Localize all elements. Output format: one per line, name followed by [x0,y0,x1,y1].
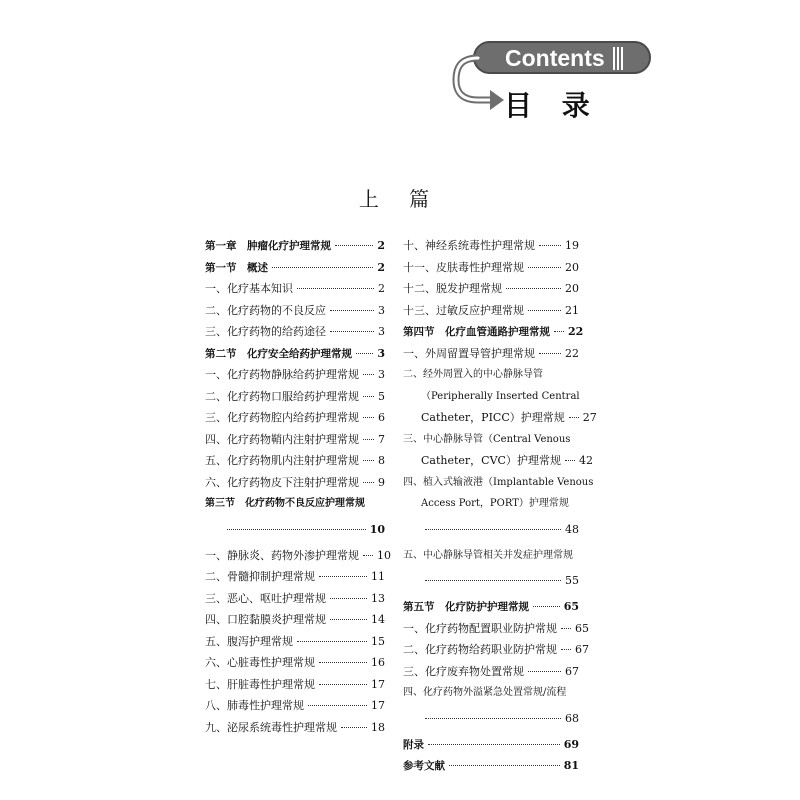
toc-leader-dots [425,529,561,530]
toc-entry-title: 七、肝脏毒性护理常规 [205,677,315,691]
toc-entry[interactable] [403,257,579,279]
toc-entry-title: 第二节 化疗安全给药护理常规 [205,347,352,360]
toc-entry[interactable] [403,429,579,451]
toc-leader-dots [356,353,373,354]
page-title: 目 录 [504,89,600,122]
toc-page-number: 10 [369,522,385,536]
toc-leader-dots [539,353,561,354]
toc-page-number: 65 [575,621,589,635]
toc-entry-title: 第一节 概述 [205,261,268,274]
toc-page-number: 7 [378,432,385,446]
toc-entry-title: 六、化疗药物皮下注射护理常规 [205,475,359,489]
toc-entry[interactable] [403,618,589,640]
toc-entry[interactable] [403,386,579,408]
part-title: 上 篇 [358,187,442,211]
toc-leader-dots [428,744,560,745]
toc-entry-title: 三、化疗废弃物处置常规 [403,664,524,678]
toc-entry[interactable] [403,493,579,515]
toc-entry-title: 三、恶心、呕吐护理常规 [205,591,326,605]
toc-entry-title: 一、静脉炎、药物外渗护理常规 [205,548,359,562]
toc-page-number: 48 [565,522,579,536]
toc-entry[interactable] [205,695,385,717]
toc-leader-dots [330,331,374,332]
toc-entry[interactable] [403,639,589,661]
toc-entry[interactable] [403,682,579,704]
toc-page-number: 15 [371,634,385,648]
toc-entry-title: Catheter，PICC）护理常规 [421,411,565,424]
toc-entry[interactable] [205,609,385,631]
toc-entry-title: 四、化疗药物鞘内注射护理常规 [205,432,359,446]
toc-entry[interactable] [205,300,385,322]
toc-entry-title: 十二、脱发护理常规 [403,282,502,295]
toc-leader-dots [539,245,561,246]
toc-entry[interactable] [403,364,579,386]
toc-page-number: 55 [565,574,579,587]
toc-leader-dots [330,619,367,620]
toc-entry-title: 四、植入式输液港（Implantable Venous [403,476,594,488]
toc-entry[interactable] [205,450,385,472]
toc-leader-dots [297,288,374,289]
toc-entry-title: 四、口腔黏膜炎护理常规 [205,613,326,626]
toc-leader-dots [554,331,564,332]
toc-entry-title: 三、中心静脉导管（Central Venous [403,433,571,445]
toc-leader-dots [363,396,374,397]
toc-page-number: 6 [378,411,385,424]
toc-page-number: 19 [565,239,579,252]
toc-page-number: 67 [565,664,579,678]
toc-page-number: 2 [377,260,385,274]
toc-leader-dots [319,684,367,685]
toc-right-column [403,235,597,777]
toc-entry[interactable] [205,566,385,588]
toc-entry-title: 三、化疗药物的给药途径 [205,325,326,338]
toc-leader-dots [425,718,561,719]
toc-entry[interactable] [205,386,385,408]
toc-left-column [205,235,391,738]
toc-leader-dots [272,267,373,268]
toc-leader-dots [569,417,579,418]
toc-entry[interactable] [205,472,385,494]
toc-leader-dots [363,374,374,375]
toc-entry-title: 五、中心静脉导管相关并发症护理常规 [403,549,573,561]
toc-leader-dots [561,649,571,650]
toc-page-number: 9 [378,475,385,489]
toc-entry-title: 九、泌尿系统毒性护理常规 [205,720,337,734]
toc-entry[interactable] [403,566,579,596]
toc-entry-title: （Peripherally Inserted Central [421,390,580,402]
toc-page-number: 3 [378,303,385,317]
toc-entry[interactable] [205,631,385,653]
toc-leader-dots [330,310,374,311]
toc-page-number: 3 [378,325,385,338]
toc-leader-dots [528,267,561,268]
toc-page-number: 11 [371,570,385,583]
toc-entry[interactable] [205,407,385,429]
toc-entry-title: 二、化疗药物的不良反应 [205,303,326,317]
toc-entry[interactable] [205,588,385,610]
toc-entry[interactable] [205,364,385,386]
toc-entry[interactable] [205,515,385,545]
toc-page-number: 27 [582,411,597,424]
contents-label: Contents [505,45,605,71]
toc-leader-dots [506,288,561,289]
toc-leader-dots [363,460,374,461]
toc-entry[interactable] [205,278,385,300]
toc-entry[interactable] [205,493,385,515]
toc-page-number: 3 [377,346,385,360]
toc-leader-dots [565,460,575,461]
toc-entry-title: 第四节 化疗血管通路护理常规 [403,326,550,338]
toc-page-number: 8 [378,454,385,467]
toc-entry[interactable] [403,704,579,734]
toc-entry[interactable] [205,545,391,567]
toc-entry[interactable] [205,257,385,279]
toc-page-number: 13 [371,591,385,605]
toc-entry[interactable] [205,235,385,257]
toc-leader-dots [319,576,367,577]
toc-page-number: 81 [563,759,579,772]
toc-entry[interactable] [403,755,579,777]
toc-entry[interactable] [403,515,579,545]
curved-arrow-icon [448,52,508,112]
toc-entry-title: 第三节 化疗药物不良反应护理常规 [205,498,365,509]
toc-entry-title: 二、化疗药物口服给药护理常规 [205,389,359,403]
toc-page-number: 2 [377,239,385,252]
toc-entry[interactable] [403,321,584,343]
toc-page-number: 21 [565,303,579,317]
toc-page-number: 42 [578,454,593,467]
toc-entry-title: 一、化疗药物配置职业防护常规 [403,621,557,635]
toc-entry-title: 附录 [403,738,424,751]
toc-entry-title: Catheter，CVC）护理常规 [421,454,561,467]
toc-entry[interactable] [205,429,385,451]
toc-entry-title: 一、化疗药物静脉给药护理常规 [205,368,359,381]
toc-entry[interactable] [403,545,579,567]
toc-entry-title: 十、神经系统毒性护理常规 [403,239,535,252]
toc-entry[interactable] [403,734,579,756]
toc-leader-dots [533,606,560,607]
toc-leader-dots [308,705,367,706]
toc-page-number: 68 [565,711,579,725]
toc-page-number: 17 [371,699,385,712]
toc-page-number: 17 [371,677,385,691]
toc-page-number: 65 [563,600,579,613]
toc-entry-title: 二、化疗药物给药职业防护常规 [403,643,557,656]
toc-leader-dots [363,555,373,556]
toc-leader-dots [363,482,374,483]
toc-page-number: 22 [568,325,584,338]
toc-entry[interactable] [205,652,385,674]
toc-entry-title: 二、骨髓抑制护理常规 [205,570,315,583]
toc-entry-title: Access Port，PORT）护理常规 [421,498,569,509]
toc-leader-dots [319,662,367,663]
toc-entry[interactable] [403,596,579,618]
toc-leader-dots [297,641,367,642]
toc-page-number: 20 [565,260,579,274]
toc-leader-dots [330,598,367,599]
toc-leader-dots [528,671,561,672]
toc-entry[interactable] [403,235,579,257]
toc-entry[interactable] [205,343,385,365]
toc-page-number: 3 [378,368,385,381]
toc-page-number: 5 [378,389,385,403]
toc-page-number: 69 [563,737,579,751]
toc-leader-dots [335,245,373,246]
toc-page-number: 67 [575,643,589,656]
toc-page-number: 20 [565,282,579,295]
toc-entry-title: 二、经外周置入的中心静脉导管 [403,369,543,380]
toc-entry[interactable] [403,343,579,365]
toc-entry-title: 一、外周留置导管护理常规 [403,346,535,360]
toc-entry-title: 八、肺毒性护理常规 [205,699,304,712]
toc-entry-title: 五、腹泻护理常规 [205,634,293,648]
toc-leader-dots [425,580,561,581]
toc-leader-dots [227,529,366,530]
toc-entry-title: 五、化疗药物肌内注射护理常规 [205,454,359,467]
toc-page-number: 16 [371,656,385,669]
toc-entry[interactable] [205,674,385,696]
toc-entry-title: 六、心脏毒性护理常规 [205,656,315,669]
toc-leader-dots [528,310,561,311]
toc-page-number: 2 [378,282,385,295]
toc-entry[interactable] [205,321,385,343]
banner-stripes-decoration [611,47,623,70]
toc-entry[interactable] [403,278,579,300]
toc-entry[interactable] [205,717,385,739]
toc-entry-title: 第一章 肿瘤化疗护理常规 [205,240,331,252]
toc-entry-title: 十三、过敏反应护理常规 [403,303,524,317]
toc-entry[interactable] [403,407,597,429]
toc-leader-dots [561,628,571,629]
toc-entry-title: 参考文献 [403,760,445,772]
toc-page-number: 18 [371,720,385,734]
toc-entry-title: 十一、皮肤毒性护理常规 [403,260,524,274]
toc-leader-dots [363,417,374,418]
toc-page-number: 10 [377,548,391,562]
toc-entry[interactable] [403,472,594,494]
toc-page-number: 14 [371,613,385,626]
toc-page-number: 22 [565,346,579,360]
toc-leader-dots [341,727,367,728]
toc-entry[interactable] [403,300,579,322]
toc-entry-title: 四、化疗药物外溢紧急处置常规/流程 [403,687,567,698]
toc-leader-dots [449,765,560,766]
toc-entry[interactable] [403,661,579,683]
toc-entry[interactable] [403,450,593,472]
toc-entry-title: 一、化疗基本知识 [205,282,293,295]
toc-leader-dots [363,439,374,440]
toc-entry-title: 第五节 化疗防护护理常规 [403,601,529,613]
toc-entry-title: 三、化疗药物腔内给药护理常规 [205,411,359,424]
